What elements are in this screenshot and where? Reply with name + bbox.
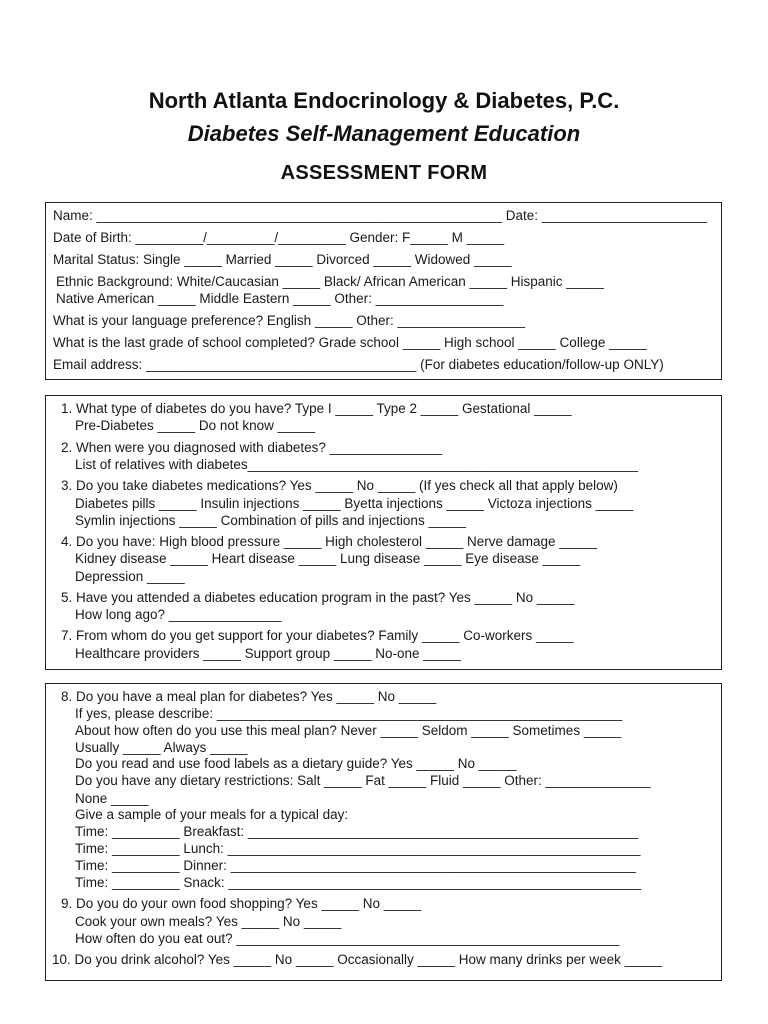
organization-name: North Atlanta Endocrinology & Diabetes, P.C. <box>148 88 620 113</box>
dinner-line: Time: _________ Dinner: ______________________________________________________ <box>75 858 637 873</box>
q8-food-labels-line: Do you read and use food labels as a dietary guide? Yes _____ No _____ <box>75 756 517 771</box>
program-name: Diabetes Self-Management Education <box>187 121 581 146</box>
q4-line-2: Kidney disease _____ Heart disease _____ Lung disease _____ Eye disease _____ <box>75 551 581 566</box>
email-line: Email address: ____________________________________ (For diabetes education/follow-up ONLY) <box>53 357 664 372</box>
breakfast-line: Time: _________ Breakfast: ____________________________________________________ <box>75 824 639 839</box>
q3-line: 3. Do you take diabetes medications? Yes _____ No _____ (If yes check all that apply below) <box>61 478 618 493</box>
q5-line-2: How long ago? _______________ <box>75 607 282 622</box>
q9-line: 9. Do you do your own food shopping? Yes _____ No _____ <box>61 896 422 911</box>
lunch-line: Time: _________ Lunch: _______________________________________________________ <box>75 841 641 856</box>
snack-line: Time: _________ Snack: _______________________________________________________ <box>75 875 642 890</box>
q3-line-2: Diabetes pills _____ Insulin injections _____ Byetta injections _____ Victoza injections _____ <box>75 496 634 511</box>
q1-line-2: Pre-Diabetes _____ Do not know _____ <box>75 418 316 433</box>
ethnic-background-line: Ethnic Background: White/Caucasian _____ Black/ African American _____ Hispanic _____ <box>56 274 604 289</box>
q8-describe-line: If yes, please describe: ______________________________________________________ <box>75 706 623 721</box>
name-date-line: Name: ______________________________________________________ Date: ______________________ <box>53 208 707 223</box>
q4-line: 4. Do you have: High blood pressure _____ High cholesterol _____ Nerve damage _____ <box>61 534 597 549</box>
q2-line: 2. When were you diagnosed with diabetes? _______________ <box>61 440 443 455</box>
q8-line: 8. Do you have a meal plan for diabetes? Yes _____ No _____ <box>61 689 437 704</box>
dob-gender-line: Date of Birth: _________/_________/_________ Gender: F_____ M _____ <box>53 230 505 245</box>
q10-line: 10. Do you drink alcohol? Yes _____ No _____ Occasionally _____ How many drinks per week _____ <box>52 952 663 967</box>
q5-line: 5. Have you attended a diabetes education program in the past? Yes _____ No _____ <box>61 590 575 605</box>
language-line: What is your language preference? English _____ Other: _________________ <box>53 313 526 328</box>
education-line: What is the last grade of school completed? Grade school _____ High school _____ College _____ <box>53 335 647 350</box>
q8-frequency-line: About how often do you use this meal plan? Never _____ Seldom _____ Sometimes _____ <box>75 723 622 738</box>
q8-restrictions-line-2: None _____ <box>75 791 149 806</box>
marital-status-line: Marital Status: Single _____ Married _____ Divorced _____ Widowed _____ <box>53 252 512 267</box>
q8-restrictions-line: Do you have any dietary restrictions: Salt _____ Fat _____ Fluid _____ Other: ______________ <box>75 773 651 788</box>
q7-line-2: Healthcare providers _____ Support group _____ No-one _____ <box>75 646 461 661</box>
ethnic-background-line-2: Native American _____ Middle Eastern _____ Other: _________________ <box>56 291 504 306</box>
form-title: ASSESSMENT FORM <box>280 162 488 184</box>
q2-line-2: List of relatives with diabetes____________________________________________________ <box>75 457 639 472</box>
q7-line: 7. From whom do you get support for your diabetes? Family _____ Co-workers _____ <box>61 628 574 643</box>
q8-frequency-line-2: Usually _____ Always _____ <box>75 740 248 755</box>
q9-line-3: How often do you eat out? ___________________________________________________ <box>75 931 620 946</box>
q3-line-3: Symlin injections _____ Combination of pills and injections _____ <box>75 513 466 528</box>
q9-line-2: Cook your own meals? Yes _____ No _____ <box>75 914 342 929</box>
q1-line: 1. What type of diabetes do you have? Type I _____ Type 2 _____ Gestational _____ <box>61 401 572 416</box>
q8-sample-meals-line: Give a sample of your meals for a typical day: <box>75 807 349 822</box>
q4-line-3: Depression _____ <box>75 569 185 584</box>
